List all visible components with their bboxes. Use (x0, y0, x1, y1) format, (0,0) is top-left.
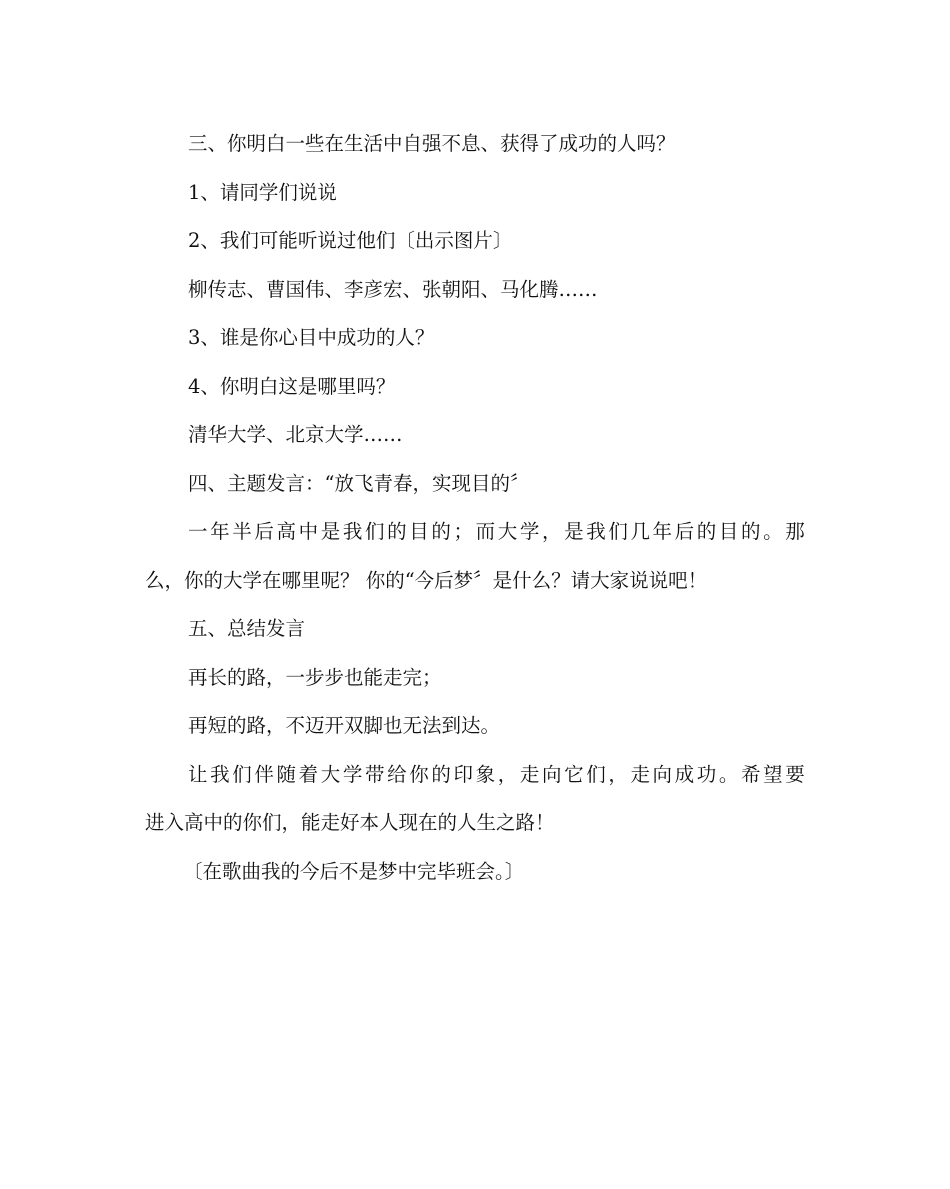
paragraph-line: 让我们伴随着大学带给你的印象，走向它们，走向成功。希望要 (188, 762, 805, 786)
section-heading-3: 三、你明白一些在生活中自强不息、获得了成功的人吗？ (188, 132, 676, 155)
list-item: 1、请同学们说说 (188, 180, 337, 204)
list-item: 3、谁是你心目中成功的人？ (188, 326, 435, 349)
document-body (145, 128, 805, 904)
paragraph-line: 一年半后高中是我们的目的；而大学，是我们几年后的目的。那 (188, 520, 805, 543)
closing-note: 〔在歌曲我的今后不是梦中完毕班会。〕 (183, 859, 525, 883)
section-heading-5: 五、总结发言 (188, 617, 306, 640)
paragraph: 再长的路，一步步也能走完； (188, 665, 442, 689)
paragraph-line: 么，你的大学在哪里呢？ 你的“今后梦〞是什么？请大家说说吧！ (145, 568, 708, 592)
list-item: 4、你明白这是哪里吗？ (188, 374, 396, 398)
list-item: 2、我们可能听说过他们〔出示图片〕 (188, 229, 513, 252)
paragraph: 再短的路，不迈开双脚也无法到达。 (188, 714, 501, 737)
paragraph: 柳传志、曹国伟、李彦宏、张朝阳、马化腾…… (188, 277, 598, 301)
paragraph: 清华大学、北京大学…… (188, 423, 403, 446)
paragraph-line: 进入高中的你们，能走好本人现在的人生之路！ (145, 811, 555, 834)
section-heading-4: 四、主题发言：“放飞青春，实现目的〞 (188, 471, 530, 495)
